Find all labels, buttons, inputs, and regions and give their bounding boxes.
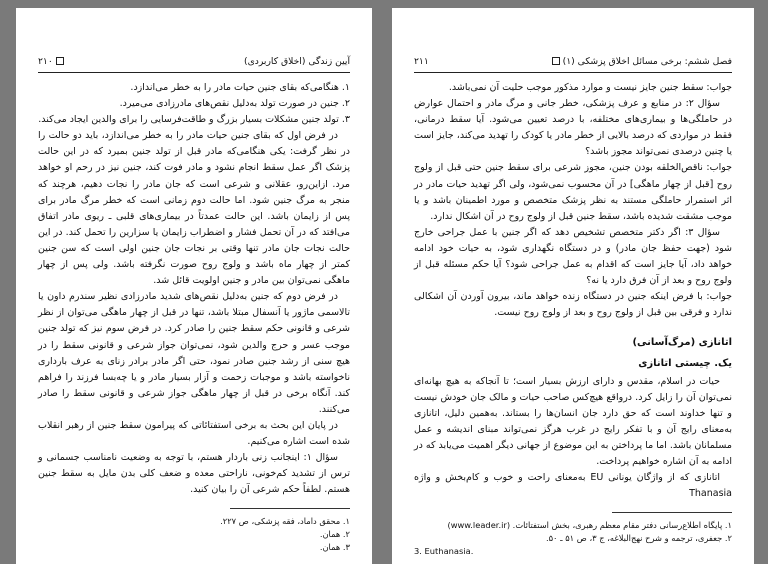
paragraph: ۳. تولد جنین مشکلات بسیار بزرگ و طاقت‌فرسایی را برای والدین ایجاد می‌کند.	[38, 114, 350, 126]
paragraph: ۲. جنین در صورت تولد به‌دلیل نقص‌های مادرزادی می‌میرد.	[119, 98, 350, 110]
answer-paragraph: جواب: با فرض اینکه جنین در دستگاه زنده خواهد ماند، بیرون آوردن آن اشکالی ندارد و فرقی بین قبل از ولوج روح و بعد از ولوج روح نیست.	[414, 291, 732, 319]
left-page-header	[16, 54, 372, 68]
subsection-title: یک. چیستی اتانازی	[638, 357, 732, 369]
paragraph: حیات در اسلام، مقدس و دارای ارزش بسیار است؛ تا آنجاکه به هیچ بهانه‌ای نمی‌توان آن را زایل کرد. درواقع هیچ‌کس صاحب حیات و مالک جان خودش نیست و تنها خداوند است که حق دارد جان انسان‌ها را بستاند. به‌همین دلیل، اتانازی به‌معنای رایج آن و با تفکر رایج در غرب هرگز نمی‌تواند مبنای اندیشه و عمل مسلمانان باشد. اما ما پرداختن به این موضوع از جهانی دیگر اهمیت می‌یابد که در ادامه به آن اشاره خواهیم پرداخت.	[414, 375, 732, 468]
paragraph: در فرض دوم که جنین به‌دلیل نقص‌های شدید مادرزادی نظیر سندرم داون یا تالاسمی ماژور یا آنسفال مبتلا باشد، تنها در قبل از چهار ماهگی می‌توان از نظر شرعی و قانونی حکم سقط جنین را صادر کرد. در فرض سوم نیز که تولد جنین موجب عسر و حرج والدین شود، نمی‌توان جواز شرعی و قانونی سقط را در هیچ سنی از رشد جنین صادر نمود، حتی اگر مادر برادر زنای به عرف بارداری ناخواسته باشد و موجبات زحمت و آزار بسیار مادر و یا چه‌بسا فرزند را فراهم کند. آنگاه برخی در قبل از چهار ماهگی جواز شرعی و قانونی سقط را صادر می‌کنند.	[38, 291, 350, 415]
left-page-number: ۲۱۰	[38, 55, 53, 67]
paragraph: در فرض اول که بقای جنین حیات مادر را به خطر می‌اندازد، باید دو حالت را در نظر گرفت: یکی هنگامی‌که مادر قبل از تولد جنین بمیرد که در این حالت پزشک اگر عمل سقط انجام نشود و مادر فوت کند، جنین نیز در رحم او خواهد مرد. ازاین‌رو، عقلانی و شرعی است که جان مادر را نجات دهیم، هرچند که منجر به مرگ جنین شود. اما حالت دوم زمانی است که خطر مرگ مادر برای پس از زایمان باشد. این حالت عمدتاً در بیماری‌های قلبی ـ ریوی مادر اتفاق می‌افتد که در آن تحمل فشار و اضطراب زایمان یا سزارین را تحمل کند. در این حالت نجات جان مادر تنها وقتی بر نجات جان جنین اولی است که سن جنین کمتر از چهار ماه باشد و ولوج روح صورت نگرفته باشد. ولی پس از چهار ماهگی نمی‌توان بین مادر و جنین اولویت قائل شد.	[38, 130, 350, 287]
footnote: ۱. محقق داماد، فقه پزشکی، ص ۲۲۷.	[220, 516, 350, 527]
book-gutter	[372, 0, 392, 564]
right-header-rule	[414, 72, 732, 73]
paragraph: اتانازی که از واژگان یونانی EU به‌معنای راحت و خوب و کام‌بخش و واژه Thanasia	[414, 472, 732, 500]
footnote-rule	[612, 512, 732, 513]
answer-paragraph: جواب: ناقص‌الخلقه بودن جنین، مجوز شرعی برای سقط جنین حتی قبل از ولوج روح [قبل از چهار ماهگی] در آن محسوب نمی‌شود، ولی اگر تهدید حیات مادر در اثر استمرار حاملگی مستند به نظر پزشک متخصص و مورد اطمینان باشد و یا موجب مشقت شدیده باشد، سقط جنین قبل از ولوج روح در آن اشکال ندارد.	[414, 162, 732, 222]
left-page-body	[38, 80, 350, 554]
right-page	[392, 8, 754, 564]
footnote: ۲. همان.	[319, 529, 350, 540]
question-paragraph: سؤال ۳: اگر دکتر متخصص تشخیص دهد که اگر جنین با عمل جراحی خارج شود (جهت حفظ جان مادر) و در دستگاه نگهداری شود، به حیات خود ادامه خواهد داد، آیا جایز است که اقدام به عمل جراحی شود؟ آیا حکم مسئله قبل از ولوج روح و بعد از آن فرق دارد یا نه؟	[414, 226, 732, 287]
right-running-title: فصل ششم: برخی مسائل اخلاق پزشکی (۱)	[562, 55, 732, 67]
question-paragraph: سؤال ۲: در منابع و عرف پزشکی، خطر جانی و مرگ مادر و احتمال عوارض در حاملگی‌ها و بیماری‌های مختلفه، با درصد تعیین می‌شود. آیا سقط درمانی، فقط در مواردی که درصد بالایی از خطر مادر یا کودک را تهدید می‌کند، جایز است یا چنین درصدی نمی‌تواند مجوز باشد؟	[414, 98, 732, 158]
footnote: ۳. همان.	[319, 542, 350, 553]
footnote-rule	[230, 508, 350, 509]
header-square-icon	[56, 57, 64, 65]
right-page-header	[392, 54, 754, 68]
left-running-title: آیین زندگی (اخلاق کاربردی)	[243, 55, 350, 67]
footnote: ۱. پایگاه اطلاع‌رسانی دفتر مقام معظم رهبری، بخش استفتائات. (www.leader.ir)	[447, 520, 732, 531]
header-square-icon	[552, 57, 560, 65]
footnote-latin: 3. Euthanasia.	[414, 546, 474, 557]
section-title: اتانازی (مرگ‌آسانی)	[632, 337, 732, 349]
right-page-number: ۲۱۱	[414, 55, 429, 67]
paragraph: در پایان این بحث به برخی استفتائاتی که پیرامون سقط جنین از رهبر انقلاب شده است اشاره می‌کنیم.	[38, 419, 350, 448]
paragraph: ۱. هنگامی‌که بقای جنین حیات مادر را به خطر می‌اندازد.	[130, 82, 350, 93]
right-page-body	[414, 80, 732, 558]
question-paragraph: سؤال ۱: اینجانب زنی باردار هستم، با توجه به وضعیت نامناسب جسمانی و ترس از تشدید کم‌خونی، ناراحتی معده و ضعف کلی بدن مایل به سقط جنین هستم. لطفاً حکم شرعی آن را بیان کنید.	[38, 452, 350, 496]
footnote: ۲. جعفری، ترجمه و شرح نهج‌البلاغه، ج ۳، ص ۵۱ ـ ۵۰.	[545, 533, 732, 544]
answer-paragraph: جواب: سقط جنین جایز نیست و موارد مذکور موجب حلیت آن نمی‌باشد.	[448, 82, 732, 93]
left-header-rule	[38, 72, 350, 73]
left-page	[16, 8, 372, 564]
